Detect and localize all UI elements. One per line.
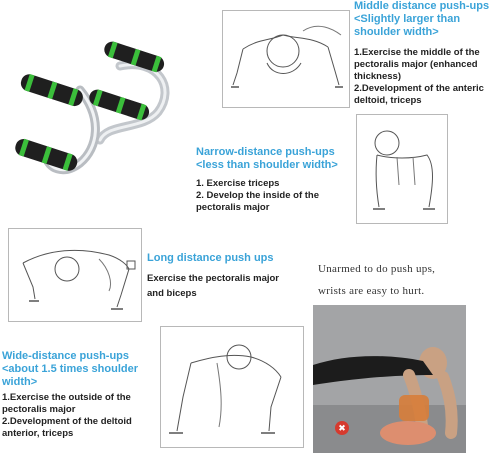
narrow-pushup-title: Narrow-distance push-ups (196, 146, 335, 158)
product-image (8, 28, 208, 186)
long-pushup-text (147, 252, 317, 300)
middle-pushup-illustration (222, 10, 350, 108)
narrow-pushup-line-3: pectoralis major (196, 202, 270, 213)
narrow-pushup-illustration (356, 114, 448, 224)
middle-pushup-subtitle-2: shoulder width> (354, 26, 439, 38)
unarmed-warning-line-2: wrists are easy to hurt. (318, 285, 425, 297)
middle-pushup-line-5: deltoid, triceps (354, 95, 422, 106)
wide-pushup-text (2, 350, 170, 440)
middle-pushup-title: Middle distance push-ups (354, 0, 490, 12)
wide-pushup-illustration (160, 326, 304, 448)
middle-pushup-subtitle: <Slightly larger than (354, 13, 461, 25)
wide-pushup-line-3: 2.Development of the deltoid (2, 416, 132, 427)
middle-pushup-line-2: pectoralis major (enhanced (354, 59, 478, 70)
long-pushup-title: Long distance push ups (147, 252, 274, 264)
narrow-pushup-subtitle: <less than shoulder width> (196, 159, 338, 171)
middle-pushup-line-1: 1.Exercise the middle of the (354, 47, 480, 58)
middle-pushup-line-3: thickness) (354, 71, 401, 82)
middle-pushup-line-4: 2.Development of the anteric (354, 83, 484, 94)
warning-icon: ✖ (335, 421, 349, 435)
wide-pushup-subtitle-2: width> (2, 376, 38, 388)
narrow-pushup-text (196, 146, 366, 214)
long-pushup-line-2: and biceps (147, 288, 197, 299)
long-pushup-line-1: Exercise the pectoralis major (147, 273, 280, 284)
wide-pushup-line-2: pectoralis major (2, 404, 76, 415)
middle-pushup-text (354, 0, 500, 107)
unarmed-warning-line-1: Unarmed to do push ups, (318, 263, 436, 275)
unarmed-warning-text (318, 258, 498, 302)
long-pushup-illustration (8, 228, 142, 322)
wide-pushup-line-4: anterior, triceps (2, 428, 74, 439)
narrow-pushup-line-1: 1. Exercise triceps (196, 178, 280, 189)
narrow-pushup-line-2: 2. Develop the inside of the (196, 190, 319, 201)
unarmed-pushup-photo (313, 305, 466, 453)
wide-pushup-subtitle: <about 1.5 times shoulder (2, 363, 139, 375)
wide-pushup-line-1: 1.Exercise the outside of the (2, 392, 131, 403)
wide-pushup-title: Wide-distance push-ups (2, 350, 130, 362)
